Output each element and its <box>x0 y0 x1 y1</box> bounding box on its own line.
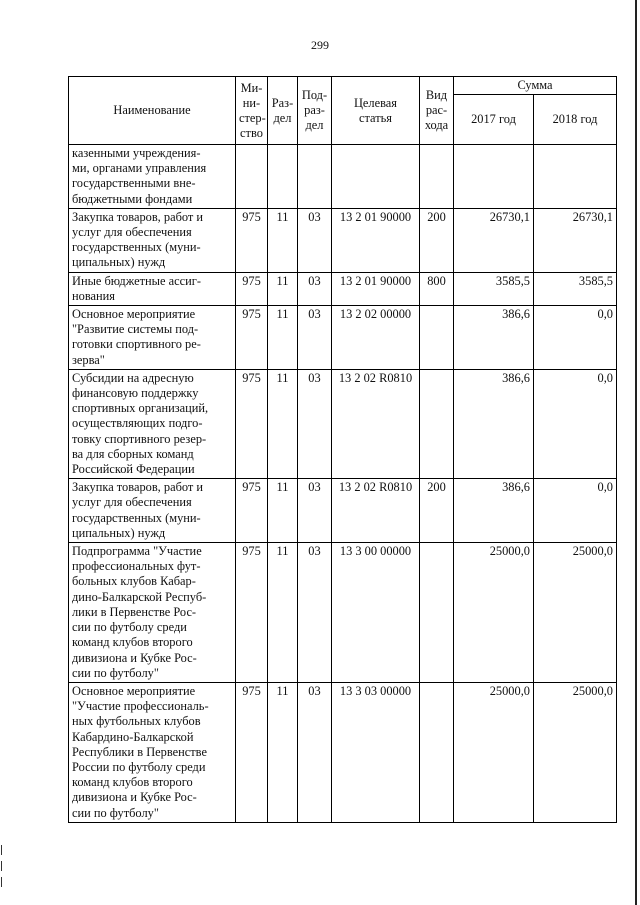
cell-section: 11 <box>268 543 298 683</box>
cell-subsection: 03 <box>298 272 332 305</box>
cell-name: Основное мероприятие "Участие профессиональ- ных футбольных клубов Кабардино-Балкарской Республики в Первенстве России по футболу среди команд клубов второго дивизиона и Кубке Рос- сии по футболу" <box>69 682 236 822</box>
cell-target-article: 13 2 01 90000 <box>332 208 420 272</box>
table-body <box>69 145 617 823</box>
header-year-2018: 2018 год <box>534 95 617 145</box>
header-sum: Сумма <box>454 77 617 95</box>
cell-name: казенными учреждения- ми, органами управления государственными вне- бюджетными фондами <box>69 145 236 209</box>
cell-sum-2017: 3585,5 <box>454 272 534 305</box>
cell-ministry: 975 <box>236 306 268 370</box>
header-name: Наименование <box>69 77 236 145</box>
cell-expense-type: 800 <box>420 272 454 305</box>
page-number: 299 <box>311 38 329 52</box>
cell-ministry: 975 <box>236 682 268 822</box>
cell-sum-2017: 386,6 <box>454 479 534 543</box>
cell-expense-type <box>420 306 454 370</box>
page-edge <box>635 0 637 905</box>
cell-sum-2018: 25000,0 <box>534 543 617 683</box>
cell-section: 11 <box>268 208 298 272</box>
cell-target-article: 13 2 02 R0810 <box>332 479 420 543</box>
cell-target-article: 13 2 02 R0810 <box>332 369 420 478</box>
cell-expense-type <box>420 543 454 683</box>
header-ministry: Ми- ни- стер- ство <box>236 77 268 145</box>
cell-ministry: 975 <box>236 272 268 305</box>
cell-ministry: 975 <box>236 369 268 478</box>
cell-sum-2017 <box>454 145 534 209</box>
cell-subsection: 03 <box>298 682 332 822</box>
cell-sum-2017: 386,6 <box>454 306 534 370</box>
table-row <box>69 543 617 683</box>
cell-sum-2018: 0,0 <box>534 479 617 543</box>
cell-target-article: 13 2 02 00000 <box>332 306 420 370</box>
budget-table <box>68 76 617 823</box>
header-expense-type: Вид рас- хода <box>420 77 454 145</box>
table-header <box>69 77 617 145</box>
cell-ministry: 975 <box>236 479 268 543</box>
cell-name: Иные бюджетные ассиг- нования <box>69 272 236 305</box>
cell-ministry <box>236 145 268 209</box>
cell-target-article <box>332 145 420 209</box>
table-row <box>69 272 617 305</box>
cell-name: Закупка товаров, работ и услуг для обеспечения государственных (муни- ципальных) нужд <box>69 479 236 543</box>
cell-sum-2017: 25000,0 <box>454 543 534 683</box>
cell-name: Закупка товаров, работ и услуг для обеспечения государственных (муни- ципальных) нужд <box>69 208 236 272</box>
cell-sum-2018: 25000,0 <box>534 682 617 822</box>
cell-section: 11 <box>268 306 298 370</box>
cell-target-article: 13 3 03 00000 <box>332 682 420 822</box>
table-row <box>69 306 617 370</box>
header-year-2017: 2017 год <box>454 95 534 145</box>
table-row <box>69 208 617 272</box>
cell-section: 11 <box>268 272 298 305</box>
cell-subsection: 03 <box>298 479 332 543</box>
cell-section: 11 <box>268 682 298 822</box>
cell-sum-2018: 0,0 <box>534 369 617 478</box>
table-row <box>69 479 617 543</box>
cell-section: 11 <box>268 369 298 478</box>
header-target-article: Целевая статья <box>332 77 420 145</box>
cell-name: Основное мероприятие "Развитие системы под- готовки спортивного ре- зерва" <box>69 306 236 370</box>
table-row <box>69 369 617 478</box>
cell-expense-type <box>420 682 454 822</box>
cell-sum-2018: 0,0 <box>534 306 617 370</box>
header-subsection: Под- раз- дел <box>298 77 332 145</box>
table-row <box>69 682 617 822</box>
cell-sum-2018: 3585,5 <box>534 272 617 305</box>
cell-subsection <box>298 145 332 209</box>
cell-ministry: 975 <box>236 543 268 683</box>
cell-expense-type <box>420 369 454 478</box>
table-row <box>69 145 617 209</box>
cell-expense-type: 200 <box>420 208 454 272</box>
cell-subsection: 03 <box>298 543 332 683</box>
cell-ministry: 975 <box>236 208 268 272</box>
cell-section: 11 <box>268 479 298 543</box>
cell-target-article: 13 3 00 00000 <box>332 543 420 683</box>
cell-name: Субсидии на адресную финансовую поддержку спортивных организаций, осуществляющих подго- товку спортивного резер- ва для сборных команд Российской Федерации <box>69 369 236 478</box>
cell-expense-type <box>420 145 454 209</box>
cell-name: Подпрограмма "Участие профессиональных фут- больных клубов Кабар- дино-Балкарской Респуб- лики в Первенстве Рос- сии по футболу среди команд клубов второго дивизиона и Кубке Рос- сии по футболу" <box>69 543 236 683</box>
cell-sum-2018: 26730,1 <box>534 208 617 272</box>
cell-sum-2017: 26730,1 <box>454 208 534 272</box>
cell-target-article: 13 2 01 90000 <box>332 272 420 305</box>
margin-marks <box>0 845 4 893</box>
cell-sum-2018 <box>534 145 617 209</box>
cell-subsection: 03 <box>298 306 332 370</box>
cell-subsection: 03 <box>298 208 332 272</box>
header-section: Раз- дел <box>268 77 298 145</box>
cell-sum-2017: 25000,0 <box>454 682 534 822</box>
cell-subsection: 03 <box>298 369 332 478</box>
cell-section <box>268 145 298 209</box>
cell-expense-type: 200 <box>420 479 454 543</box>
cell-sum-2017: 386,6 <box>454 369 534 478</box>
